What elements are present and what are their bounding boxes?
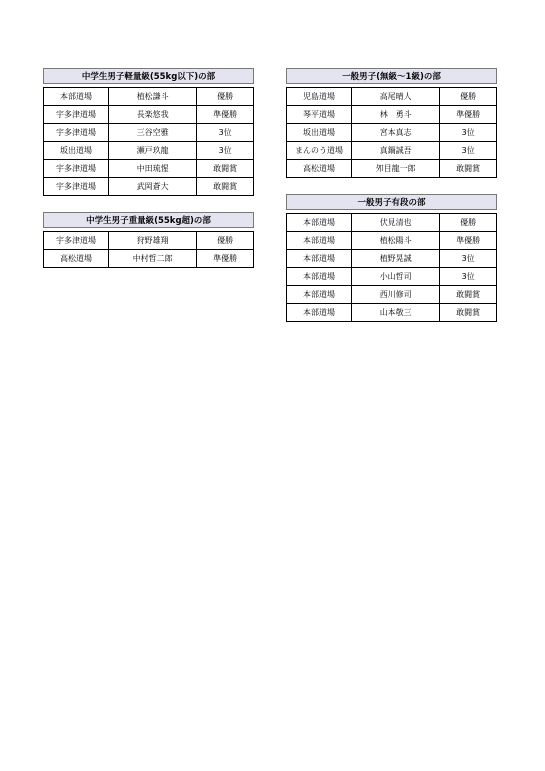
rank-cell: 準優勝 [197,106,254,124]
dojo-cell: 本部道場 [287,250,352,268]
section-title: 一般男子有段の部 [286,194,497,210]
rank-cell: 優勝 [197,232,254,250]
table-row [287,232,497,250]
table-row [287,124,497,142]
results-table [43,87,254,196]
name-cell: 中田琉惺 [109,160,197,178]
name-cell: 植野晃誠 [352,250,440,268]
table-row [44,250,254,268]
table-row [287,160,497,178]
rank-cell: 敢闘賞 [197,178,254,196]
table-row [287,106,497,124]
dojo-cell: 児島道場 [287,88,352,106]
rank-cell: 準優勝 [440,232,497,250]
rank-cell: 優勝 [440,88,497,106]
name-cell: 中村哲二郎 [109,250,197,268]
dojo-cell: 宇多津道場 [44,232,109,250]
rank-cell: 敢闘賞 [440,160,497,178]
rank-cell: 優勝 [440,214,497,232]
rank-cell: 3位 [197,142,254,160]
section-middle-heavy [43,212,254,268]
section-title: 一般男子(無級～1級)の部 [286,68,497,84]
table-row [287,88,497,106]
dojo-cell: 高松道場 [44,250,109,268]
dojo-cell: 琴平道場 [287,106,352,124]
dojo-cell: 宇多津道場 [44,124,109,142]
table-row [44,88,254,106]
name-cell: 宮本真志 [352,124,440,142]
section-title: 中学生男子重量級(55kg超)の部 [43,212,254,228]
table-row [287,214,497,232]
section-general-dan [286,194,497,322]
name-cell: 西川修司 [352,286,440,304]
table-row [287,268,497,286]
dojo-cell: まんのう道場 [287,142,352,160]
name-cell: 武岡蒼大 [109,178,197,196]
dojo-cell: 坂出道場 [287,124,352,142]
dojo-cell: 宇多津道場 [44,106,109,124]
rank-cell: 準優勝 [197,250,254,268]
dojo-cell: 本部道場 [287,232,352,250]
name-cell: 夘目龍一郎 [352,160,440,178]
table-row [44,178,254,196]
section-general-kyu [286,68,497,178]
table-row [287,304,497,322]
section-title: 中学生男子軽量級(55kg以下)の部 [43,68,254,84]
rank-cell: 敢闘賞 [440,286,497,304]
name-cell: 伏見清也 [352,214,440,232]
table-row [287,250,497,268]
results-table [286,213,497,322]
dojo-cell: 本部道場 [287,304,352,322]
rank-cell: 3位 [197,124,254,142]
results-table [43,231,254,268]
results-table [286,87,497,178]
dojo-cell: 本部道場 [287,268,352,286]
name-cell: 三谷空雅 [109,124,197,142]
name-cell: 真鍋誠吾 [352,142,440,160]
name-cell: 長楽悠我 [109,106,197,124]
rank-cell: 3位 [440,124,497,142]
dojo-cell: 宇多津道場 [44,160,109,178]
table-row [287,286,497,304]
name-cell: 植松謙斗 [109,88,197,106]
dojo-cell: 本部道場 [44,88,109,106]
dojo-cell: 宇多津道場 [44,178,109,196]
name-cell: 高尾晴人 [352,88,440,106]
table-row [44,106,254,124]
rank-cell: 3位 [440,268,497,286]
dojo-cell: 本部道場 [287,214,352,232]
name-cell: 植松陽斗 [352,232,440,250]
name-cell: 山本敬三 [352,304,440,322]
name-cell: 狩野雄翔 [109,232,197,250]
dojo-cell: 坂出道場 [44,142,109,160]
table-row [44,232,254,250]
rank-cell: 3位 [440,250,497,268]
rank-cell: 敢闘賞 [197,160,254,178]
name-cell: 瀬戸玖龍 [109,142,197,160]
table-row [44,124,254,142]
rank-cell: 優勝 [197,88,254,106]
table-row [44,142,254,160]
dojo-cell: 高松道場 [287,160,352,178]
rank-cell: 3位 [440,142,497,160]
name-cell: 小山哲司 [352,268,440,286]
rank-cell: 準優勝 [440,106,497,124]
name-cell: 林 勇斗 [352,106,440,124]
rank-cell: 敢闘賞 [440,304,497,322]
section-middle-light [43,68,254,196]
table-row [44,160,254,178]
table-row [287,142,497,160]
dojo-cell: 本部道場 [287,286,352,304]
